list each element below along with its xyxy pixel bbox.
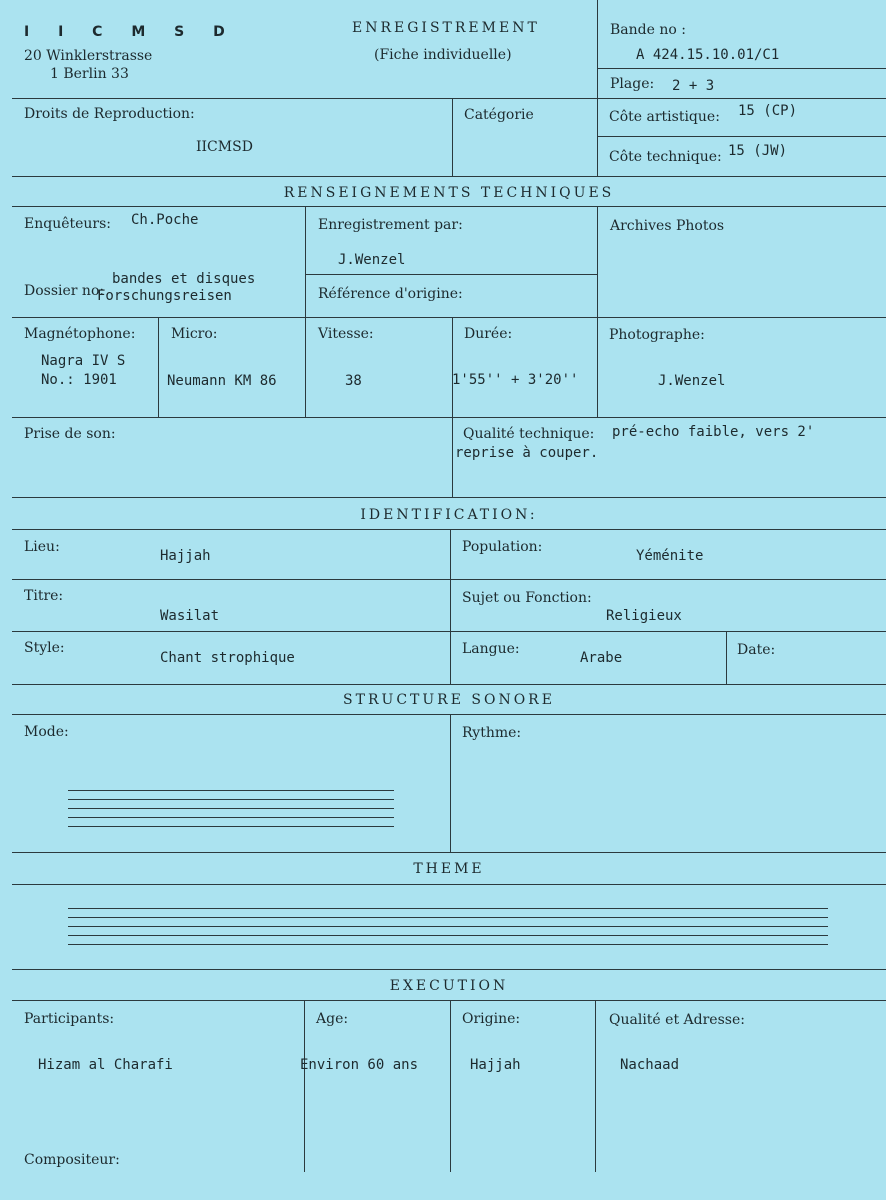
divider [158, 317, 159, 418]
divider [12, 98, 886, 99]
plage-label: Plage: [610, 76, 655, 92]
categorie-label: Catégorie [464, 107, 534, 123]
dossier-value-2: Forschungsreisen [97, 288, 232, 304]
address-line-1: 20 Winklerstrasse [24, 48, 153, 64]
divider [12, 1000, 886, 1001]
divider [597, 0, 598, 176]
section-title-theme: THEME [413, 861, 485, 877]
titre-label: Titre: [24, 588, 64, 604]
bande-label: Bande no : [610, 22, 686, 38]
divider [12, 884, 886, 885]
magnetophone-value-2: No.: 1901 [41, 372, 117, 388]
divider [726, 631, 727, 684]
divider [12, 714, 886, 715]
divider [12, 631, 886, 632]
org-name: I I C M S D [24, 24, 237, 40]
divider [450, 529, 451, 684]
participants-value: Hizam al Charafi [38, 1057, 173, 1073]
divider [12, 417, 886, 418]
divider [12, 969, 886, 970]
divider [12, 579, 886, 580]
mode-ruled-line [68, 790, 394, 791]
theme-ruled-line [68, 944, 828, 945]
divider [452, 98, 453, 176]
section-title-execution: EXECUTION [389, 978, 509, 994]
divider [12, 529, 886, 530]
langue-value: Arabe [580, 650, 623, 666]
enregistrement-par-value: J.Wenzel [338, 252, 406, 268]
theme-ruled-line [68, 926, 828, 927]
titre-value: Wasilat [160, 608, 220, 624]
origine-label: Origine: [462, 1011, 521, 1027]
form-title: ENREGISTREMENT [352, 20, 540, 36]
duree-label: Durée: [464, 326, 513, 342]
divider [12, 497, 886, 498]
langue-label: Langue: [462, 641, 520, 657]
mode-ruled-line [68, 826, 394, 827]
micro-label: Micro: [171, 326, 218, 342]
date-label: Date: [737, 642, 776, 658]
mode-ruled-line [68, 799, 394, 800]
lieu-label: Lieu: [24, 539, 60, 555]
divider [597, 68, 886, 69]
divider [12, 684, 886, 685]
mode-label: Mode: [24, 724, 69, 740]
compositeur-label: Compositeur: [24, 1152, 120, 1168]
magnetophone-value-1: Nagra IV S [41, 353, 126, 369]
theme-ruled-line [68, 935, 828, 936]
cote-artistique-value: 15 (CP) [738, 103, 798, 119]
dossier-value-1: bandes et disques [112, 271, 256, 287]
magnetophone-label: Magnétophone: [24, 326, 136, 342]
section-title-identification: IDENTIFICATION: [360, 507, 538, 523]
archives-photos-label: Archives Photos [610, 218, 725, 234]
droits-label: Droits de Reproduction: [24, 106, 195, 122]
population-value: Yéménite [636, 548, 704, 564]
photographe-label: Photographe: [609, 327, 705, 343]
style-label: Style: [24, 640, 65, 656]
divider [597, 136, 886, 137]
section-title-technical: RENSEIGNEMENTS TECHNIQUES [283, 185, 615, 201]
theme-ruled-line [68, 908, 828, 909]
qualite-adresse-value: Nachaad [620, 1057, 680, 1073]
population-label: Population: [462, 539, 543, 555]
dossier-label: Dossier no: [24, 283, 105, 299]
qualite-technique-label: Qualité technique: [463, 426, 595, 442]
divider [12, 176, 886, 177]
cote-artistique-label: Côte artistique: [609, 109, 720, 125]
participants-label: Participants: [24, 1011, 115, 1027]
prise-de-son-label: Prise de son: [24, 426, 116, 442]
enqueteurs-value: Ch.Poche [131, 212, 199, 228]
divider [597, 206, 598, 418]
divider [12, 852, 886, 853]
origine-value: Hajjah [470, 1057, 521, 1073]
divider [305, 274, 597, 275]
age-label: Age: [316, 1011, 349, 1027]
sujet-value: Religieux [606, 608, 682, 624]
enregistrement-par-label: Enregistrement par: [318, 217, 463, 233]
cote-technique-label: Côte technique: [609, 149, 722, 165]
cote-technique-value: 15 (JW) [728, 143, 788, 159]
vitesse-value: 38 [345, 373, 362, 389]
vitesse-label: Vitesse: [318, 326, 374, 342]
bande-value: A 424.15.10.01/C1 [636, 47, 780, 63]
enqueteurs-label: Enquêteurs: [24, 216, 112, 232]
divider [452, 317, 453, 497]
reference-label: Référence d'origine: [318, 286, 463, 302]
qualite-technique-value-2: reprise à couper. [455, 445, 599, 461]
plage-value: 2 + 3 [672, 78, 715, 94]
divider [595, 1000, 596, 1172]
form-subtitle: (Fiche individuelle) [374, 47, 512, 63]
divider [450, 714, 451, 852]
lieu-value: Hajjah [160, 548, 211, 564]
divider [450, 1000, 451, 1172]
duree-value: 1'55'' + 3'20'' [452, 372, 579, 388]
droits-value: IICMSD [196, 139, 253, 155]
sujet-label: Sujet ou Fonction: [462, 590, 592, 606]
theme-ruled-line [68, 917, 828, 918]
section-title-structure: STRUCTURE SONORE [343, 692, 555, 708]
address-line-2: 1 Berlin 33 [50, 66, 129, 82]
age-value: Environ 60 ans [300, 1057, 419, 1073]
mode-ruled-line [68, 817, 394, 818]
micro-value: Neumann KM 86 [167, 373, 277, 389]
photographe-value: J.Wenzel [658, 373, 726, 389]
divider [12, 317, 886, 318]
divider [12, 206, 886, 207]
qualite-technique-value-1: pré-echo faible, vers 2' [612, 424, 815, 440]
mode-ruled-line [68, 808, 394, 809]
divider [304, 1000, 305, 1172]
divider [305, 206, 306, 418]
qualite-adresse-label: Qualité et Adresse: [609, 1012, 745, 1028]
style-value: Chant strophique [160, 650, 295, 666]
rythme-label: Rythme: [462, 725, 522, 741]
